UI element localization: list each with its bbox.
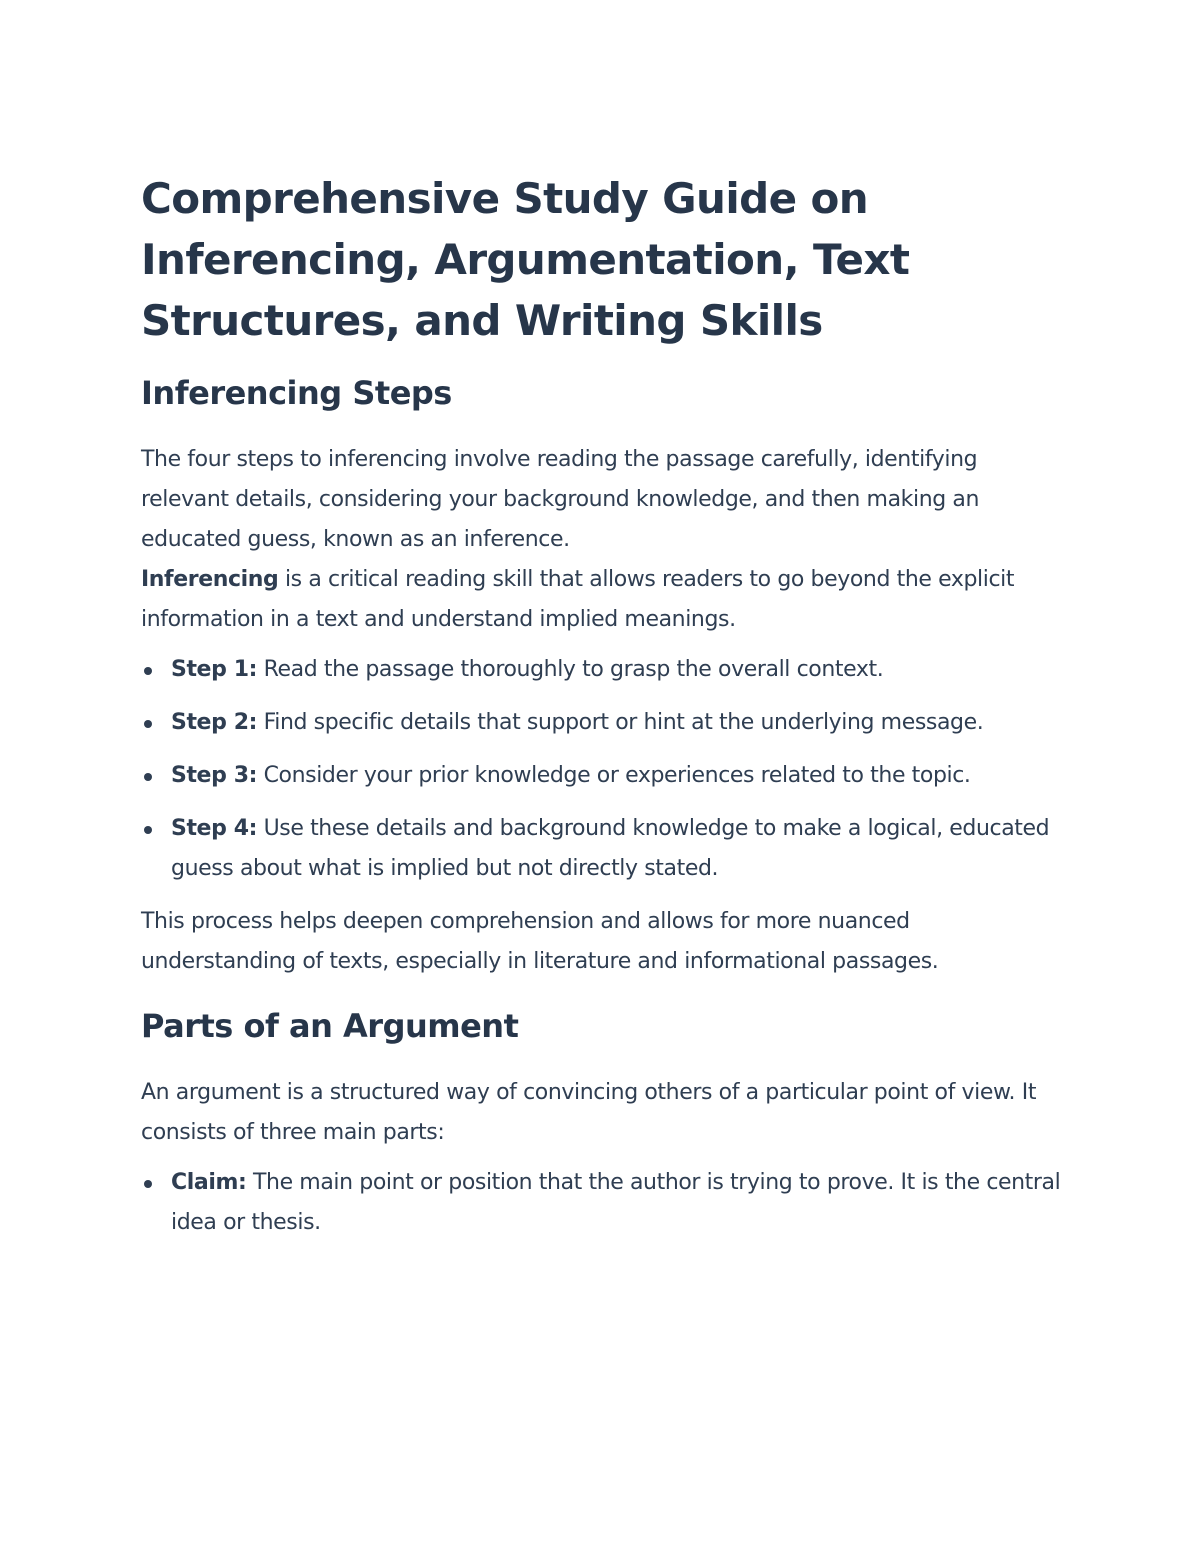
argument-parts-list [141,1163,1061,1243]
inferencing-steps-list [141,650,1061,889]
section-heading-inferencing: Inferencing Steps [141,374,452,412]
argument-intro: An argument is a structured way of convincing others of a particular point of view. It consists of three main parts: [141,1080,1037,1145]
part-text: The main point or position that the author is trying to prove. It is the central idea or thesis. [171,1170,1061,1235]
bullet-icon [144,720,152,728]
bullet-icon [144,773,152,781]
document-page [141,168,1061,1256]
part-label: Claim: [171,1170,247,1195]
list-item [141,703,1061,743]
list-item [141,1163,1061,1243]
step-text: Consider your prior knowledge or experiences related to the topic. [257,763,971,788]
inferencing-term: Inferencing [141,567,279,592]
list-item [141,809,1061,889]
step-label: Step 1: [171,657,257,682]
inferencing-conclusion: This process helps deepen comprehension and allows for more nuanced understanding of texts, especially in literature and informational passages. [141,909,939,974]
step-text: Use these details and background knowledge to make a logical, educated guess about what is implied but not directly stated. [171,816,1050,881]
step-label: Step 3: [171,763,257,788]
list-item [141,650,1061,690]
step-text: Find specific details that support or hint at the underlying message. [257,710,984,735]
inferencing-intro-text: The four steps to inferencing involve reading the passage carefully, identifying relevant details, considering your background knowledge, and then making an educated guess, known as an inference. [141,447,980,552]
section-heading-argument: Parts of an Argument [141,1007,519,1045]
document-title: Comprehensive Study Guide on Inferencing, Argumentation, Text Structures, and Writing Skills [141,174,910,345]
inferencing-definition: is a critical reading skill that allows readers to go beyond the explicit information in a text and understand implied meanings. [141,567,1015,632]
bullet-icon [144,667,152,675]
inferencing-intro [141,440,1061,640]
list-item [141,756,1061,796]
bullet-icon [144,1180,152,1188]
step-label: Step 4: [171,816,257,841]
step-text: Read the passage thoroughly to grasp the overall context. [257,657,884,682]
step-label: Step 2: [171,710,257,735]
bullet-icon [144,826,152,834]
